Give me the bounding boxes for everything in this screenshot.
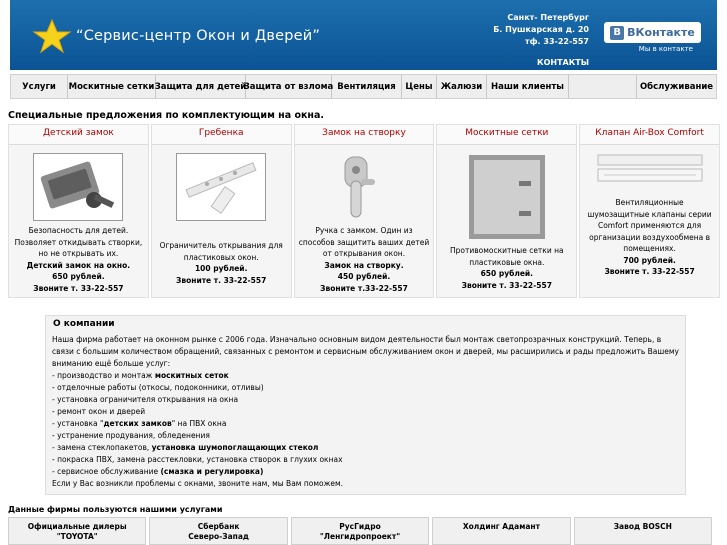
product-description — [13, 225, 144, 294]
nav-item-clients[interactable]: Наши клиенты — [487, 75, 569, 98]
product-description — [299, 225, 430, 294]
product-price: 650 рублей. — [480, 269, 534, 278]
product-image-handle-lock[interactable] — [335, 153, 391, 221]
about-intro: Наша фирма работает на оконном рынке с 2006 года. Изначально основным видом деятельности был монтаж светопрозрачных конструкций. Теперь, в связи с большим количеством обращений, связанных с ремонтом и сервисным обслуживанием окон и дверей, мы расширились и рады предложить Вашему вниманию ещё больше услуг: — [52, 335, 679, 368]
product-call: Звоните т. 33-22-557 — [604, 267, 695, 276]
product-text: Вентиляционные шумозащитные клапаны серии Comfort применяются для организации воздухообмена в помещениях. — [587, 198, 712, 253]
product-title[interactable]: Детский замок — [9, 125, 148, 145]
product-title[interactable]: Гребенка — [152, 125, 291, 145]
nav-item-child-protection[interactable]: Защита для детей — [156, 75, 246, 98]
specials-heading: Специальные предложения по комплектующим на окна. — [8, 110, 325, 121]
product-text: Противомоскитные сетки на пластиковые окна. — [449, 246, 564, 267]
product-call: Звоните т. 33-22-557 — [176, 275, 267, 285]
product-title[interactable]: Клапан Air-Box Comfort — [580, 125, 719, 145]
nav-item-ventilation[interactable]: Вентиляция — [332, 75, 402, 98]
header-city: Санкт- Петербург — [507, 13, 589, 22]
star-logo-icon[interactable] — [32, 18, 72, 54]
nav-item-uslugi[interactable]: Услуги — [11, 75, 68, 98]
product-title[interactable]: Замок на створку — [295, 125, 434, 145]
nav-item-prices[interactable]: Цены — [402, 75, 437, 98]
product-card[interactable] — [579, 124, 720, 298]
air-valve-icon — [594, 151, 706, 191]
product-card[interactable] — [294, 124, 435, 298]
partner-adamant[interactable]: Холдинг Адамант — [432, 517, 570, 545]
list-item: - устранение продувания, обледенения — [52, 431, 210, 440]
partners-heading: Данные фирмы пользуются нашими услугами — [8, 505, 223, 514]
header-address: Б. Пушкарская д. 20 — [493, 25, 589, 34]
header-phone: тф. 33-22-557 — [524, 37, 589, 46]
site-header — [10, 0, 717, 70]
window-comb-icon — [177, 154, 266, 221]
product-card[interactable] — [151, 124, 292, 298]
nav-item-mosquito-nets[interactable]: Москитные сетки — [68, 75, 156, 98]
nav-item-blinds[interactable]: Жалюзи — [437, 75, 487, 98]
vk-logo-text: ВКонтакте — [627, 26, 695, 39]
main-nav — [10, 74, 717, 99]
product-price: 700 рублей. — [623, 255, 676, 265]
product-card[interactable] — [436, 124, 577, 298]
partner-sberbank[interactable]: Сбербанк Северо-Запад — [149, 517, 287, 545]
partner-toyota[interactable]: Официальные дилеры "TOYOTA" — [8, 517, 146, 545]
contacts-link[interactable]: КОНТАКТЫ — [537, 58, 589, 67]
product-price: 100 рублей. — [194, 264, 248, 273]
product-image-child-lock[interactable] — [33, 153, 123, 221]
about-title: О компании — [53, 319, 115, 329]
list-item: - покраска ПВХ, замена расстекловки, установка створок в глухих окнах — [52, 455, 343, 464]
vk-button[interactable] — [604, 22, 701, 43]
product-bold-name: Замок на створку. — [324, 260, 404, 270]
child-lock-icon — [34, 154, 123, 221]
product-list — [8, 124, 720, 298]
nav-item-burglar-protection[interactable]: Защита от взлома — [246, 75, 332, 98]
product-image-mosquito-net[interactable] — [467, 153, 547, 241]
list-item: - установка ограничителя открывания на окна — [52, 395, 239, 404]
service-list — [52, 370, 679, 478]
vk-caption[interactable]: Мы в контакте — [638, 45, 693, 53]
about-outro: Если у Вас возникли проблемы с окнами, звоните нам, мы Вам поможем. — [52, 479, 343, 488]
list-item: - производство и монтаж москитных сеток — [52, 371, 229, 380]
product-price: 650 рублей. — [52, 272, 105, 281]
list-item: - замена стеклопакетов, установка шумопоглащающих стекол — [52, 443, 319, 452]
list-item: - сервисное обслуживание (смазка и регулировка) — [52, 467, 264, 476]
product-description — [584, 197, 715, 278]
list-item: - ремонт окон и дверей — [52, 407, 146, 416]
product-description — [441, 245, 572, 291]
product-call: Звоните т. 33-22-557 — [461, 280, 552, 290]
about-section — [45, 315, 686, 495]
about-body — [52, 334, 679, 490]
handle-lock-icon — [335, 153, 391, 221]
header-contact-info — [493, 12, 589, 48]
product-price: 450 рублей. — [337, 272, 391, 281]
list-item: - установка "детских замков" на ПВХ окна — [52, 419, 227, 428]
site-title: “Сервис-центр Окон и Дверей” — [76, 28, 321, 44]
partner-bosch[interactable]: Завод BOSCH — [574, 517, 712, 545]
vk-logo-icon: В — [610, 26, 624, 40]
product-bold-name: Детский замок на окно. — [26, 260, 131, 270]
nav-item-service[interactable]: Обслуживание — [636, 75, 716, 98]
partner-rushydro[interactable]: РусГидро "Ленгидропроект" — [291, 517, 429, 545]
product-card[interactable] — [8, 124, 149, 298]
product-text: Ручка с замком. Один из способов защитить ваших детей от открывания окон. — [298, 226, 430, 258]
product-title[interactable]: Москитные сетки — [437, 125, 576, 145]
list-item: - отделочные работы (откосы, подоконники, отливы) — [52, 383, 264, 392]
product-image-comb[interactable] — [176, 153, 266, 221]
product-image-air-valve[interactable] — [594, 151, 706, 191]
product-text: Ограничитель открывания для пластиковых окон. — [159, 241, 283, 262]
mosquito-net-icon — [467, 153, 547, 241]
product-description — [156, 240, 287, 286]
partners-list — [8, 517, 712, 545]
product-text: Безопасность для детей. Позволяет откидывать створки, но не открывать их. — [14, 226, 143, 258]
product-call: Звоните т.33-22-557 — [320, 283, 408, 293]
product-call: Звоните т. 33-22-557 — [33, 283, 124, 293]
